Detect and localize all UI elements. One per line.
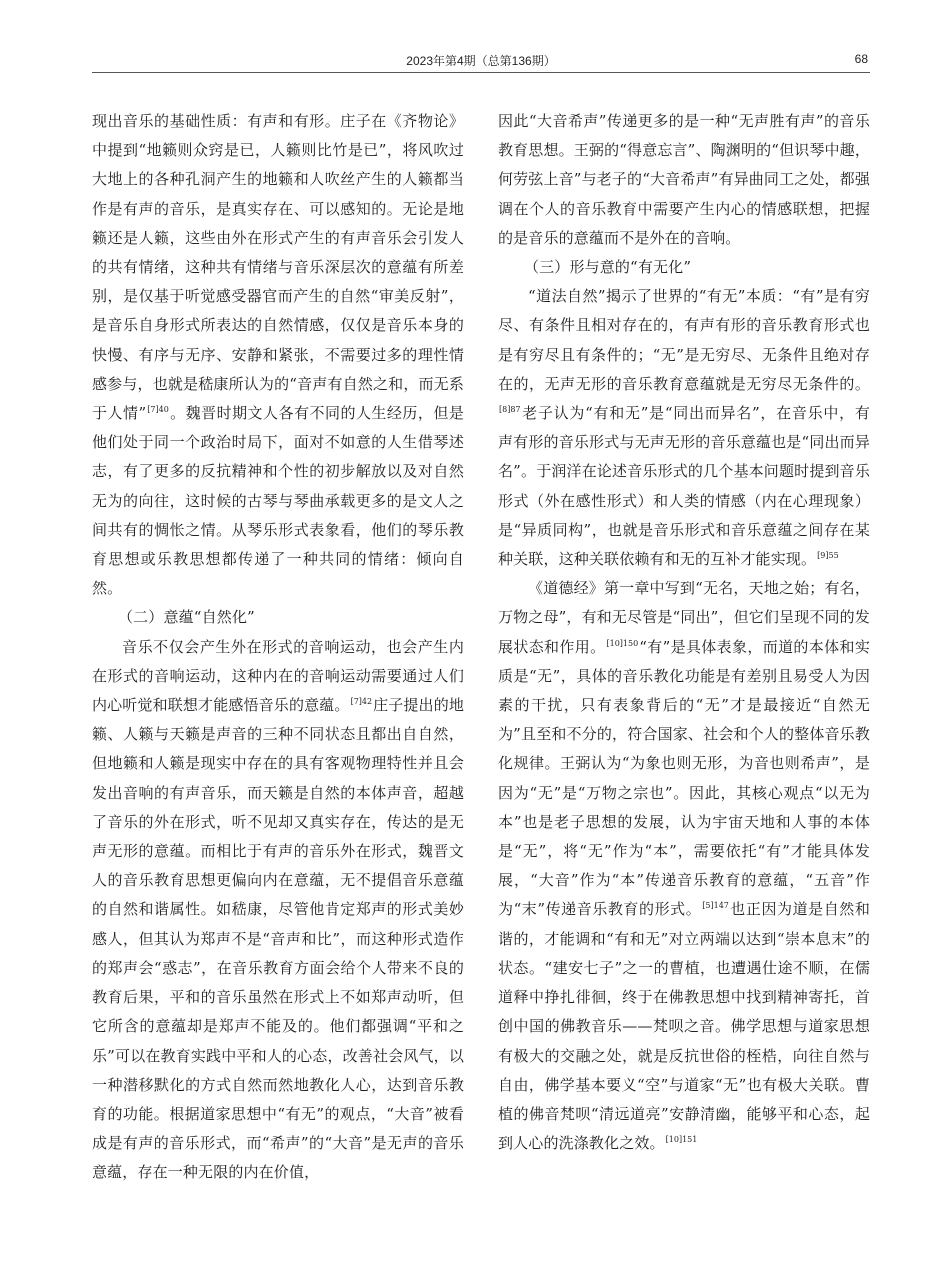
- citation: [8]87: [499, 405, 521, 415]
- citation: [7]42: [350, 697, 373, 707]
- running-header: [92, 50, 870, 73]
- citation: [10]150: [606, 638, 639, 648]
- paragraph-continued: 现出音乐的基础性质：有声和有形。庄子在《齐物论》中提到“地籁则众窍是已，人籁则比竹是已”，将风吹过大地上的各种孔洞产生的地籁和人吹丝产生的人籁都当作是有声的音乐，是真实存在、可以感知的。无论是地籁还是人籁，这些由外在形式产生的有声音乐会引发人的共有情绪，这种共有情绪与音乐深层次的意蕴有所差别，是仅基于听觉感受器官而产生的自然“审美反射”，是音乐自身形式所表达的自然情感，仅仅是音乐本身的快慢、有序与无序、安静和紧张，不需要过多的理性情感参与，也就是嵇康所认为的“音声有自然之和，而无系于人情”$^{[7]40}$。魏晋时期文人各有不同的人生经历，但是他们处于同一个政治时局下，面对不如意的人生借琴述志，有了更多的反抗精神和个性的初步解放以及对自然无为的向往，这时候的古琴与琴曲承载更多的是文人之间共有的惆怅之情。从琴乐形式表象看，他们的琴乐教育思想或乐教思想都传递了一种共同的情绪：倾向自然。: [92, 112, 464, 598]
- section-heading-3: （三）形与意的“有无化”: [524, 258, 692, 277]
- citation: [9]55: [817, 551, 839, 561]
- citation: [5]147: [702, 901, 729, 911]
- paragraph: 《道德经》第一章中写到“无名，天地之始；有名，万物之母”，有和无尽管是“同出”，但它们呈现不同的发展状态和作用。$^{[10]150}$“有”是具体表象，而道的本体和实质是“无”，具体的音乐教化功能是有差别且易受人为因素的干扰，只有表象背后的“无”才是最接近“自然无为”且至和不分的，符合国家、社会和个人的整体音乐教化规律。王弼认为“为象也则无形，为音也则希声”，是因为“无”是“万物之宗也”。因此，其核心观点“以无为本”也是老子思想的发展，认为宇宙天地和人事的本体是“无”，将“无”作为“本”，需要依托“有”才能具体发展，“大音”作为“本”传递音乐教育的意蕴，“五音”作为“末”传递音乐教育的形式。$^{[5]147}$也正因为道是自然和谐的，才能调和“有和无”对立两端以达到“崇本息末”的状态。“建安七子”之一的曹植，也遭遇仕途不顺，在儒道释中挣扎徘徊，终于在佛教思想中找到精神寄托，首创中国的佛教音乐——梵呗之音。佛学思想与道家思想有极大的交融之处，就是反抗世俗的桎梏，向往自然与自由，佛学基本要义“空”与道家“无”也有极大关联。曹植的佛音梵呗“清远道亮”安静清幽，能够平和心态，起到人心的洗涤教化之效。$^{[10]151}$: [498, 579, 870, 1153]
- left-column: [92, 107, 464, 1188]
- paragraph: “道法自然”揭示了世界的“有无”本质：“有”是有穷尽、有条件且相对存在的，有声有形的音乐教育形式也是有穷尽且有条件的；“无”是无穷尽、无条件且绝对存在的，无声无形的音乐教育意蕴就是无穷尽无条件的。$^{[8]87}$老子认为“有和无”是“同出而异名”，在音乐中，有声有形的音乐形式与无声无形的音乐意蕴也是“同出而异名”。于润洋在论述音乐形式的几个基本问题时提到音乐形式（外在感性形式）和人类的情感（内在心理现象）是“异质同构”，也就是音乐形式和音乐意蕴之间存在某种关联，这种关联依赖有和无的互补才能实现。$^{[9]55}$: [498, 287, 870, 569]
- paragraph-continued: 因此“大音希声”传递更多的是一种“无声胜有声”的音乐教育思想。王弼的“得意忘言”、陶渊明的“但识琴中趣，何劳弦上音”与老子的“大音希声”有异曲同工之处，都强调在个人的音乐教育中需要产生内心的情感联想，把握的是音乐的意蕴而不是外在的音响。: [498, 112, 870, 247]
- paragraph: 音乐不仅会产生外在形式的音响运动，也会产生内在形式的音响运动，这种内在的音响运动需要通过人们内心听觉和联想才能感悟音乐的意蕴。$^{[7]42}$庄子提出的地籁、人籁与天籁是声音的三种不同状态且都出自自然，但地籁和人籁是现实中存在的具有客观物理特性并且会发出音响的有声音乐，而天籁是自然的本体声音，超越了音乐的外在形式，听不见却又真实存在，传达的是无声无形的意蕴。而相比于有声的音乐外在形式，魏晋文人的音乐教育思想更偏向内在意蕴，无不提倡音乐意蕴的自然和谐属性。如嵇康，尽管他肯定郑声的形式美妙感人，但其认为郑声不是“音声和比”，而这种形式造作的郑声会“惑志”，在音乐教育方面会给个人带来不良的教育后果，平和的音乐虽然在形式上不如郑声动听，但它所含的意蕴却是郑声不能及的。他们都强调“平和之乐”可以在教育实践中平和人的心态，改善社会风气，以一种潜移默化的方式自然而然地教化人心，达到音乐教育的功能。根据道家思想中“有无”的观点，“大音”被看成是有声的音乐形式，而“希声”的“大音”是无声的音乐意蕴，存在一种无限的内在价值，: [92, 637, 464, 1182]
- section-heading-2: （二）意蕴“自然化”: [118, 608, 255, 627]
- page-number: 68: [854, 52, 868, 66]
- citation: [7]40: [147, 405, 169, 415]
- right-column: [498, 107, 870, 1158]
- journal-issue: 2023年第4期（总第136期）: [406, 54, 556, 68]
- citation: [10]151: [665, 1135, 698, 1145]
